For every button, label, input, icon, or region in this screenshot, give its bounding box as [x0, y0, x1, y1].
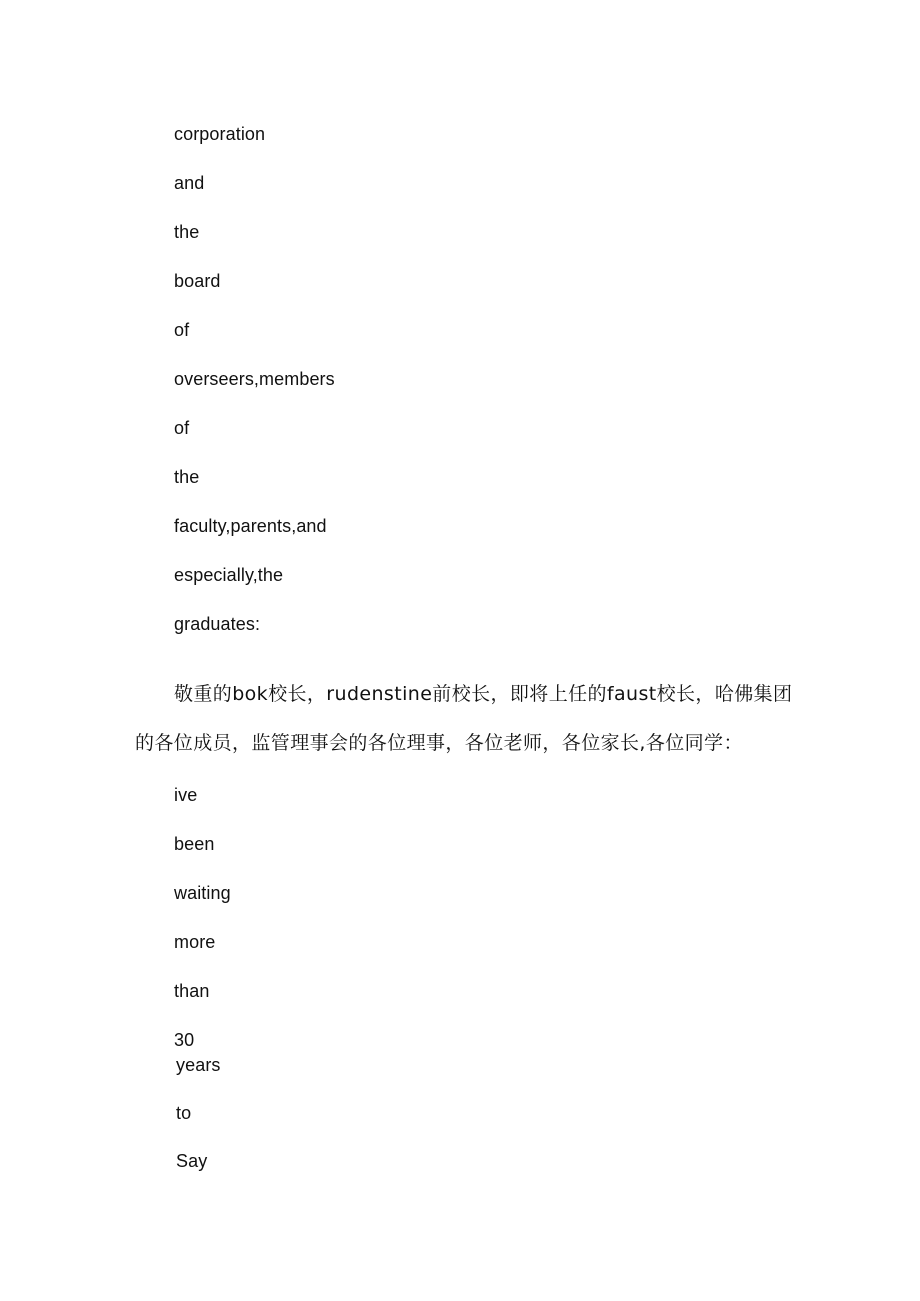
text-line: the: [174, 467, 200, 487]
text-line: than: [174, 981, 210, 1001]
text-line: especially,the: [174, 565, 284, 585]
text-line: 30: [174, 1030, 195, 1050]
text-line: ive: [174, 785, 198, 805]
text-line: of: [174, 418, 190, 438]
text-line: overseers,members: [174, 369, 335, 389]
text-line: board: [174, 271, 221, 291]
text-line: Say: [176, 1151, 208, 1171]
text-line: corporation: [174, 124, 266, 144]
text-line: faculty,parents,and: [174, 516, 327, 536]
text-line: to: [176, 1103, 192, 1123]
text-line: been: [174, 834, 215, 854]
text-line: waiting: [174, 883, 231, 903]
text-line: of: [174, 320, 190, 340]
text-line: years: [176, 1055, 221, 1075]
text-line: more: [174, 932, 216, 952]
text-line: the: [174, 222, 200, 242]
text-line: and: [174, 173, 205, 193]
chinese-paragraph-line-1: 敬重的bok校长，rudenstine前校长，即将上任的faust校长，哈佛集团: [174, 683, 793, 705]
chinese-paragraph-line-2: 的各位成员，监管理事会的各位理事，各位老师，各位家长,各位同学：: [135, 732, 743, 754]
text-line: graduates:: [174, 614, 261, 634]
